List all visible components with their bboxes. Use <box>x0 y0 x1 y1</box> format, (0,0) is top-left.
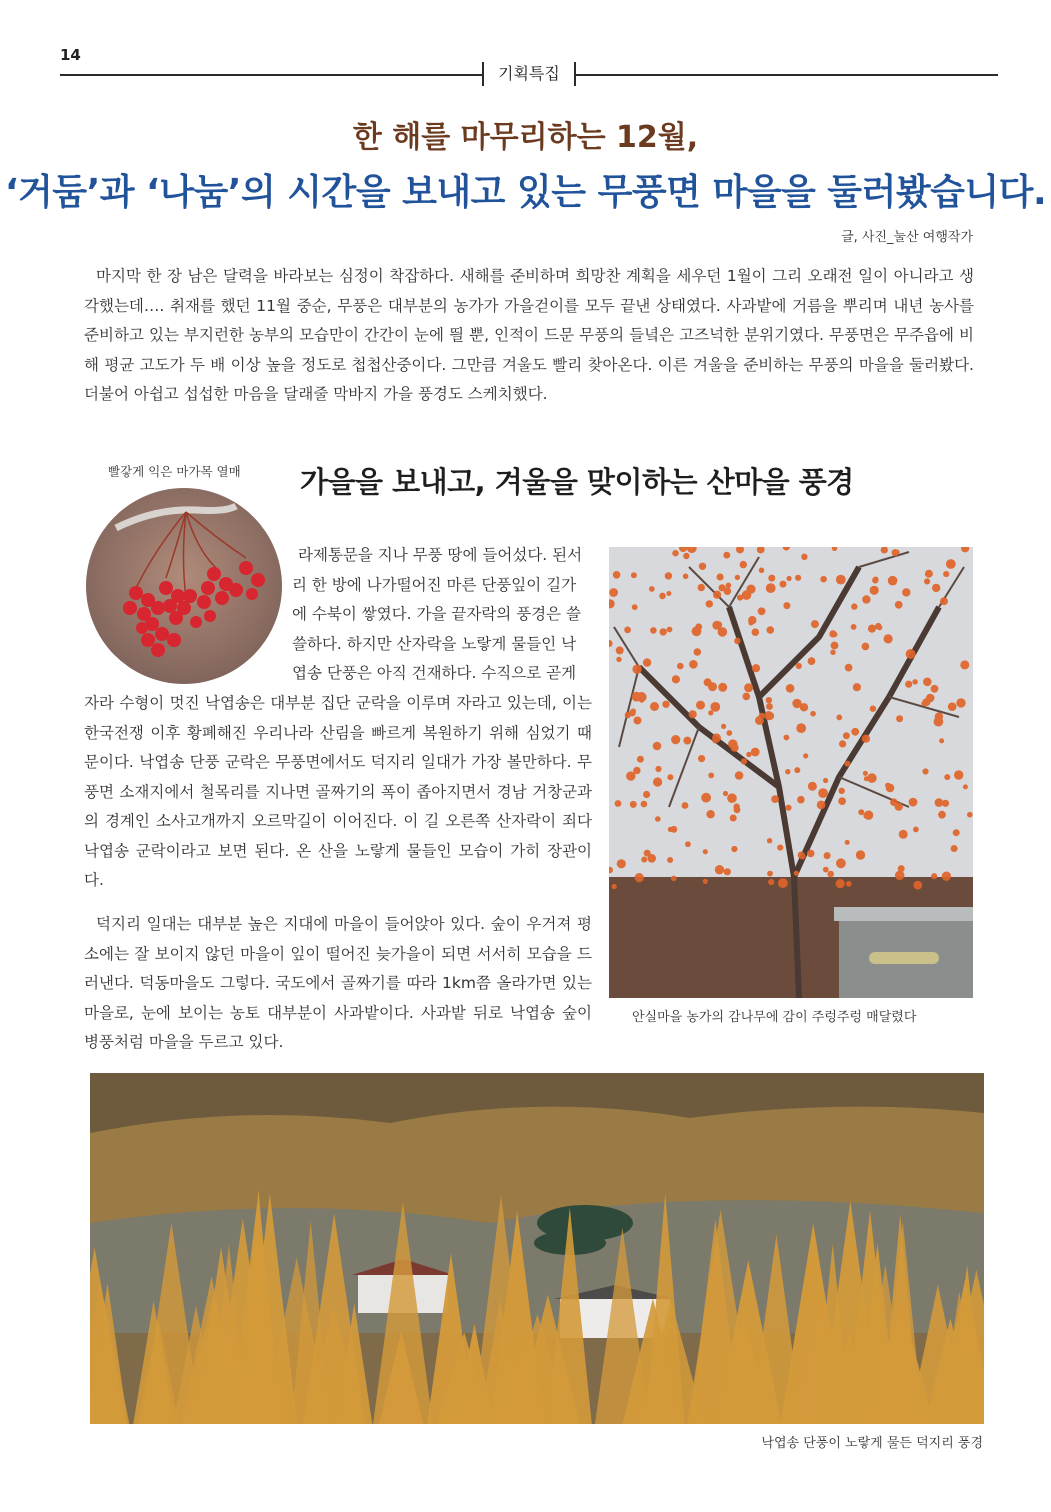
paragraph-1-line-5: 엽송 단풍은 아직 건재하다. 수직으로 곧게 <box>292 664 577 682</box>
berry-photo-caption: 빨갛게 익은 마가목 열매 <box>108 464 241 479</box>
paragraph-1-line-2: 리 한 방에 나가떨어진 마른 단풍잎이 길가 <box>292 575 577 594</box>
paragraph-1-wrap <box>292 541 592 689</box>
forest-photo-caption: 낙엽송 단풍이 노랗게 물든 덕지리 풍경 <box>761 1436 983 1451</box>
larch-forest-photo <box>90 1073 984 1424</box>
rowan-berry-photo <box>86 488 282 684</box>
intro-paragraph: 마지막 한 장 남은 달력을 바라보는 심정이 착잡하다. 새해를 준비하며 희망찬 계획을 세우던 1월이 그리 오래전 일이 아니라고 생각했는데…. 취재를 했던 11월 중순, 무풍은 대부분의 농가가 가을걷이를 모두 끝낸 상태였다. 사과밭에 거름을 뿌리며 내년 농사를 준비하고 있는 부지런한 농부의 모습만이 간간이 눈에 띌 뿐, 인적이 드문 무풍의 들녘은 고즈넉한 분위기였다. 무풍면은 무주읍에 비해 평균 고도가 두 배 이상 높을 정도로 첩첩산중이다. 그만큼 겨울도 빨리 찾아온다. 이른 겨울을 준비하는 무풍의 마을을 둘러봤다. 더불어 아쉽고 섭섭한 마음을 달래줄 막바지 가을 풍경도 스케치했다. <box>84 267 974 403</box>
paragraph-1-line-4: 쓸하다. 하지만 산자락을 노랗게 물들인 낙 <box>292 634 577 653</box>
section-subheading: 가을을 보내고, 겨울을 맞이하는 산마을 풍경 <box>300 465 854 499</box>
persimmon-photo-caption: 안실마을 농가의 감나무에 감이 주렁주렁 매달렸다 <box>632 1010 917 1025</box>
paragraph-2: 덕지리 일대는 대부분 높은 지대에 마을이 들어앉아 있다. 숲이 우거져 평소에는 잘 보이지 않던 마을이 잎이 떨어진 늦가을이 되면 서서히 모습을 드러낸다. 덕동마을도 그렇다. 국도에서 골짜기를 따라 1km쯤 올라가면 있는 마을로, 눈에 보이는 농토 대부분이 사과밭이다. 사과밭 뒤로 낙엽송 숲이 병풍처럼 마을을 두르고 있다. <box>84 915 592 1051</box>
article-title-line-1: 한 해를 마무리하는 12월, <box>352 120 699 155</box>
paragraph-1-line-1: 라제통문을 지나 무풍 땅에 들어섰다. 된서 <box>298 546 583 564</box>
page-number: 14 <box>60 46 81 64</box>
article-title-line-2: ‘거둠’과 ‘나눔’의 시간을 보내고 있는 무풍면 마을을 둘러봤습니다. <box>4 172 1047 213</box>
section-label: 기획특집 <box>482 62 576 86</box>
persimmon-tree-photo <box>609 547 973 998</box>
byline: 글, 사진_눌산 여행작가 <box>841 230 973 245</box>
paragraph-1-line-3: 에 수북이 쌓였다. 가을 끝자락의 풍경은 쓸 <box>292 605 582 623</box>
paragraph-1-continued: 자라 수형이 멋진 낙엽송은 대부분 집단 군락을 이루며 자라고 있는데, 이는 한국전쟁 이후 황폐해진 우리나라 산림을 빠르게 복원하기 위해 심었기 때문이다. 낙엽송 단풍 군락은 무풍면에서도 덕지리 일대가 가장 볼만하다. 무풍면 소재지에서 철목리를 지나면 골짜기의 폭이 좁아지면서 경남 거창군과의 경계인 소사고개까지 오르막길이 이어진다. 이 길 오른쪽 산자락이 죄다 낙엽송 군락이라고 보면 된다. 온 산을 노랗게 물들인 모습이 가히 장관이다. <box>84 694 592 889</box>
